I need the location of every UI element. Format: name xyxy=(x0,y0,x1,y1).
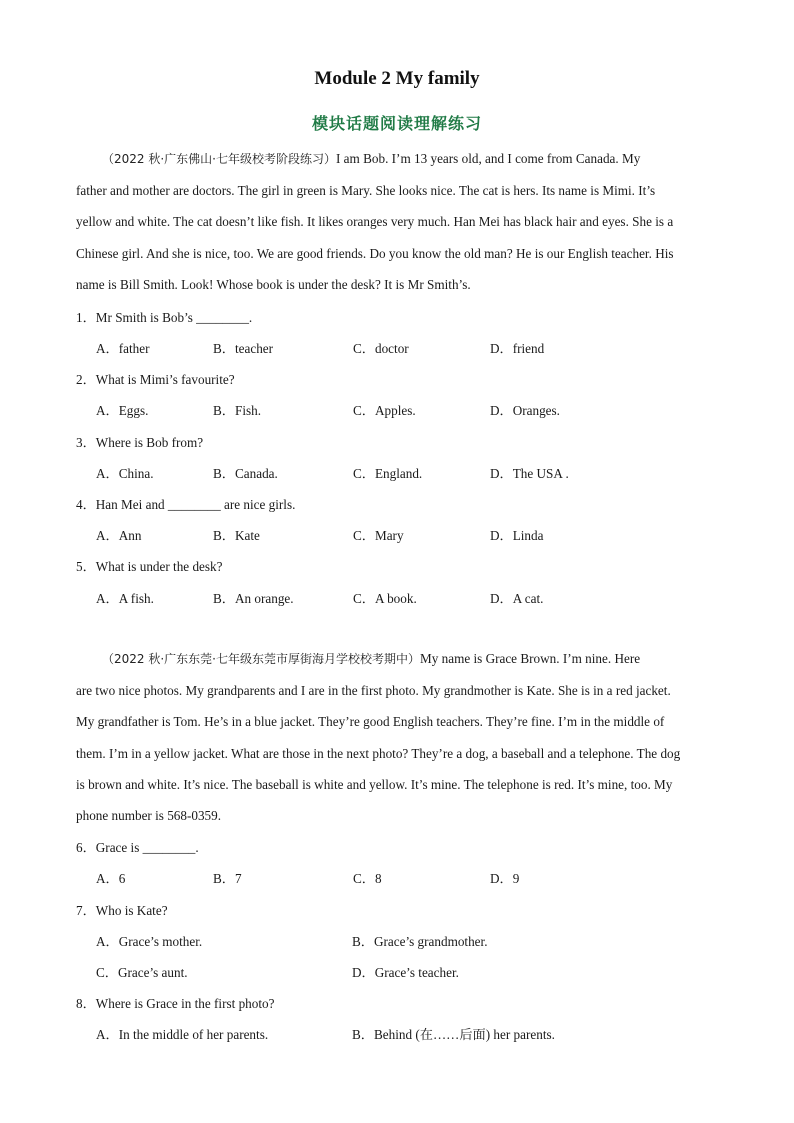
option-3b[interactable]: B．Canada. xyxy=(213,466,278,481)
option-2c[interactable]: C．Apples. xyxy=(353,403,416,418)
option-6d[interactable]: D．9 xyxy=(490,871,520,886)
passage-line: My grandfather is Tom. He’s in a blue jacket. They’re good English teachers. They’re fine. I’m in the middle of xyxy=(76,714,665,730)
option-2d[interactable]: D．Oranges. xyxy=(490,403,560,418)
passage-line: Chinese girl. And she is nice, too. We are good friends. Do you know the old man? He is our English teacher. His xyxy=(76,245,674,261)
passage-2 xyxy=(76,643,718,831)
option-1a[interactable]: A．father xyxy=(96,341,150,356)
option-8b[interactable]: B．Behind (在……后面) her parents. xyxy=(352,1027,555,1042)
option-3d[interactable]: D．The USA . xyxy=(490,466,569,481)
option-1b[interactable]: B．teacher xyxy=(213,341,274,356)
option-5a[interactable]: A．A fish. xyxy=(96,591,154,606)
passage-line: （2022 秋·广东东莞·七年级东莞市厚街海月学校校考期中）My name is Grace Brown. I’m nine. Here xyxy=(102,651,641,666)
option-5b[interactable]: B．An orange. xyxy=(213,591,294,606)
page-subtitle: 模块话题阅读理解练习 xyxy=(311,114,482,133)
option-4a[interactable]: A．Ann xyxy=(96,528,142,543)
passage-line: are two nice photos. My grandparents and I are in the first photo. My grandmother is Kate. She is in a red jacket. xyxy=(76,683,671,699)
option-1d[interactable]: D．friend xyxy=(490,341,545,356)
option-2a[interactable]: A．Eggs. xyxy=(96,403,149,418)
passage-source: （2022 秋·广东佛山·七年级校考阶段练习） xyxy=(102,152,336,166)
option-8a[interactable]: A．In the middle of her parents. xyxy=(96,1027,269,1042)
option-3c[interactable]: C．England. xyxy=(353,466,423,481)
passage-line: phone number is 568-0359. xyxy=(76,808,222,824)
question-5: 5．What is under the desk? xyxy=(76,559,223,574)
question-4: 4．Han Mei and ________ are nice girls. xyxy=(76,497,296,512)
option-6c[interactable]: C．8 xyxy=(353,871,382,886)
option-6a[interactable]: A．6 xyxy=(96,871,126,886)
question-7: 7．Who is Kate? xyxy=(76,903,168,918)
option-5c[interactable]: C．A book. xyxy=(353,591,417,606)
option-7d[interactable]: D．Grace’s teacher. xyxy=(352,965,459,980)
question-8: 8．Where is Grace in the first photo? xyxy=(76,996,275,1011)
passage-line: （2022 秋·广东佛山·七年级校考阶段练习）I am Bob. I’m 13 years old, and I come from Canada. My xyxy=(102,151,641,166)
option-2b[interactable]: B．Fish. xyxy=(213,403,262,418)
passage-line: them. I’m in a yellow jacket. What are those in the next photo? They’re a dog, a baseball and a telephone. The dog xyxy=(76,745,681,761)
option-7a[interactable]: A．Grace’s mother. xyxy=(96,934,203,949)
option-4c[interactable]: C．Mary xyxy=(353,528,404,543)
question-1: 1．Mr Smith is Bob’s ________. xyxy=(76,310,253,325)
option-1c[interactable]: C．doctor xyxy=(353,341,409,356)
passage-line: father and mother are doctors. The girl in green is Mary. She looks nice. The cat is hers. Its name is Mimi. It’s xyxy=(76,183,656,199)
option-7b[interactable]: B．Grace’s grandmother. xyxy=(352,934,488,949)
passage-line: yellow and white. The cat doesn’t like fish. It likes oranges very much. Han Mei has black hair and eyes. She is a xyxy=(76,214,674,230)
page-title: Module 2 My family xyxy=(314,68,480,89)
option-4b[interactable]: B．Kate xyxy=(213,528,260,543)
option-6b[interactable]: B．7 xyxy=(213,871,242,886)
option-3a[interactable]: A．China. xyxy=(96,466,154,481)
option-4d[interactable]: D．Linda xyxy=(490,528,544,543)
passage-line: is brown and white. It’s nice. The baseball is white and yellow. It’s mine. The telephone is red. It’s mine, too. My xyxy=(76,776,673,792)
question-3: 3．Where is Bob from? xyxy=(76,435,204,450)
option-7c[interactable]: C．Grace’s aunt. xyxy=(96,965,188,980)
passage-line: name is Bill Smith. Look! Whose book is under the desk? It is Mr Smith’s. xyxy=(76,276,471,292)
option-5d[interactable]: D．A cat. xyxy=(490,591,544,606)
question-6: 6．Grace is ________. xyxy=(76,840,199,855)
question-2: 2．What is Mimi’s favourite? xyxy=(76,372,235,387)
passage-source: （2022 秋·广东东莞·七年级东莞市厚街海月学校校考期中） xyxy=(102,652,420,666)
passage-1 xyxy=(76,143,718,300)
